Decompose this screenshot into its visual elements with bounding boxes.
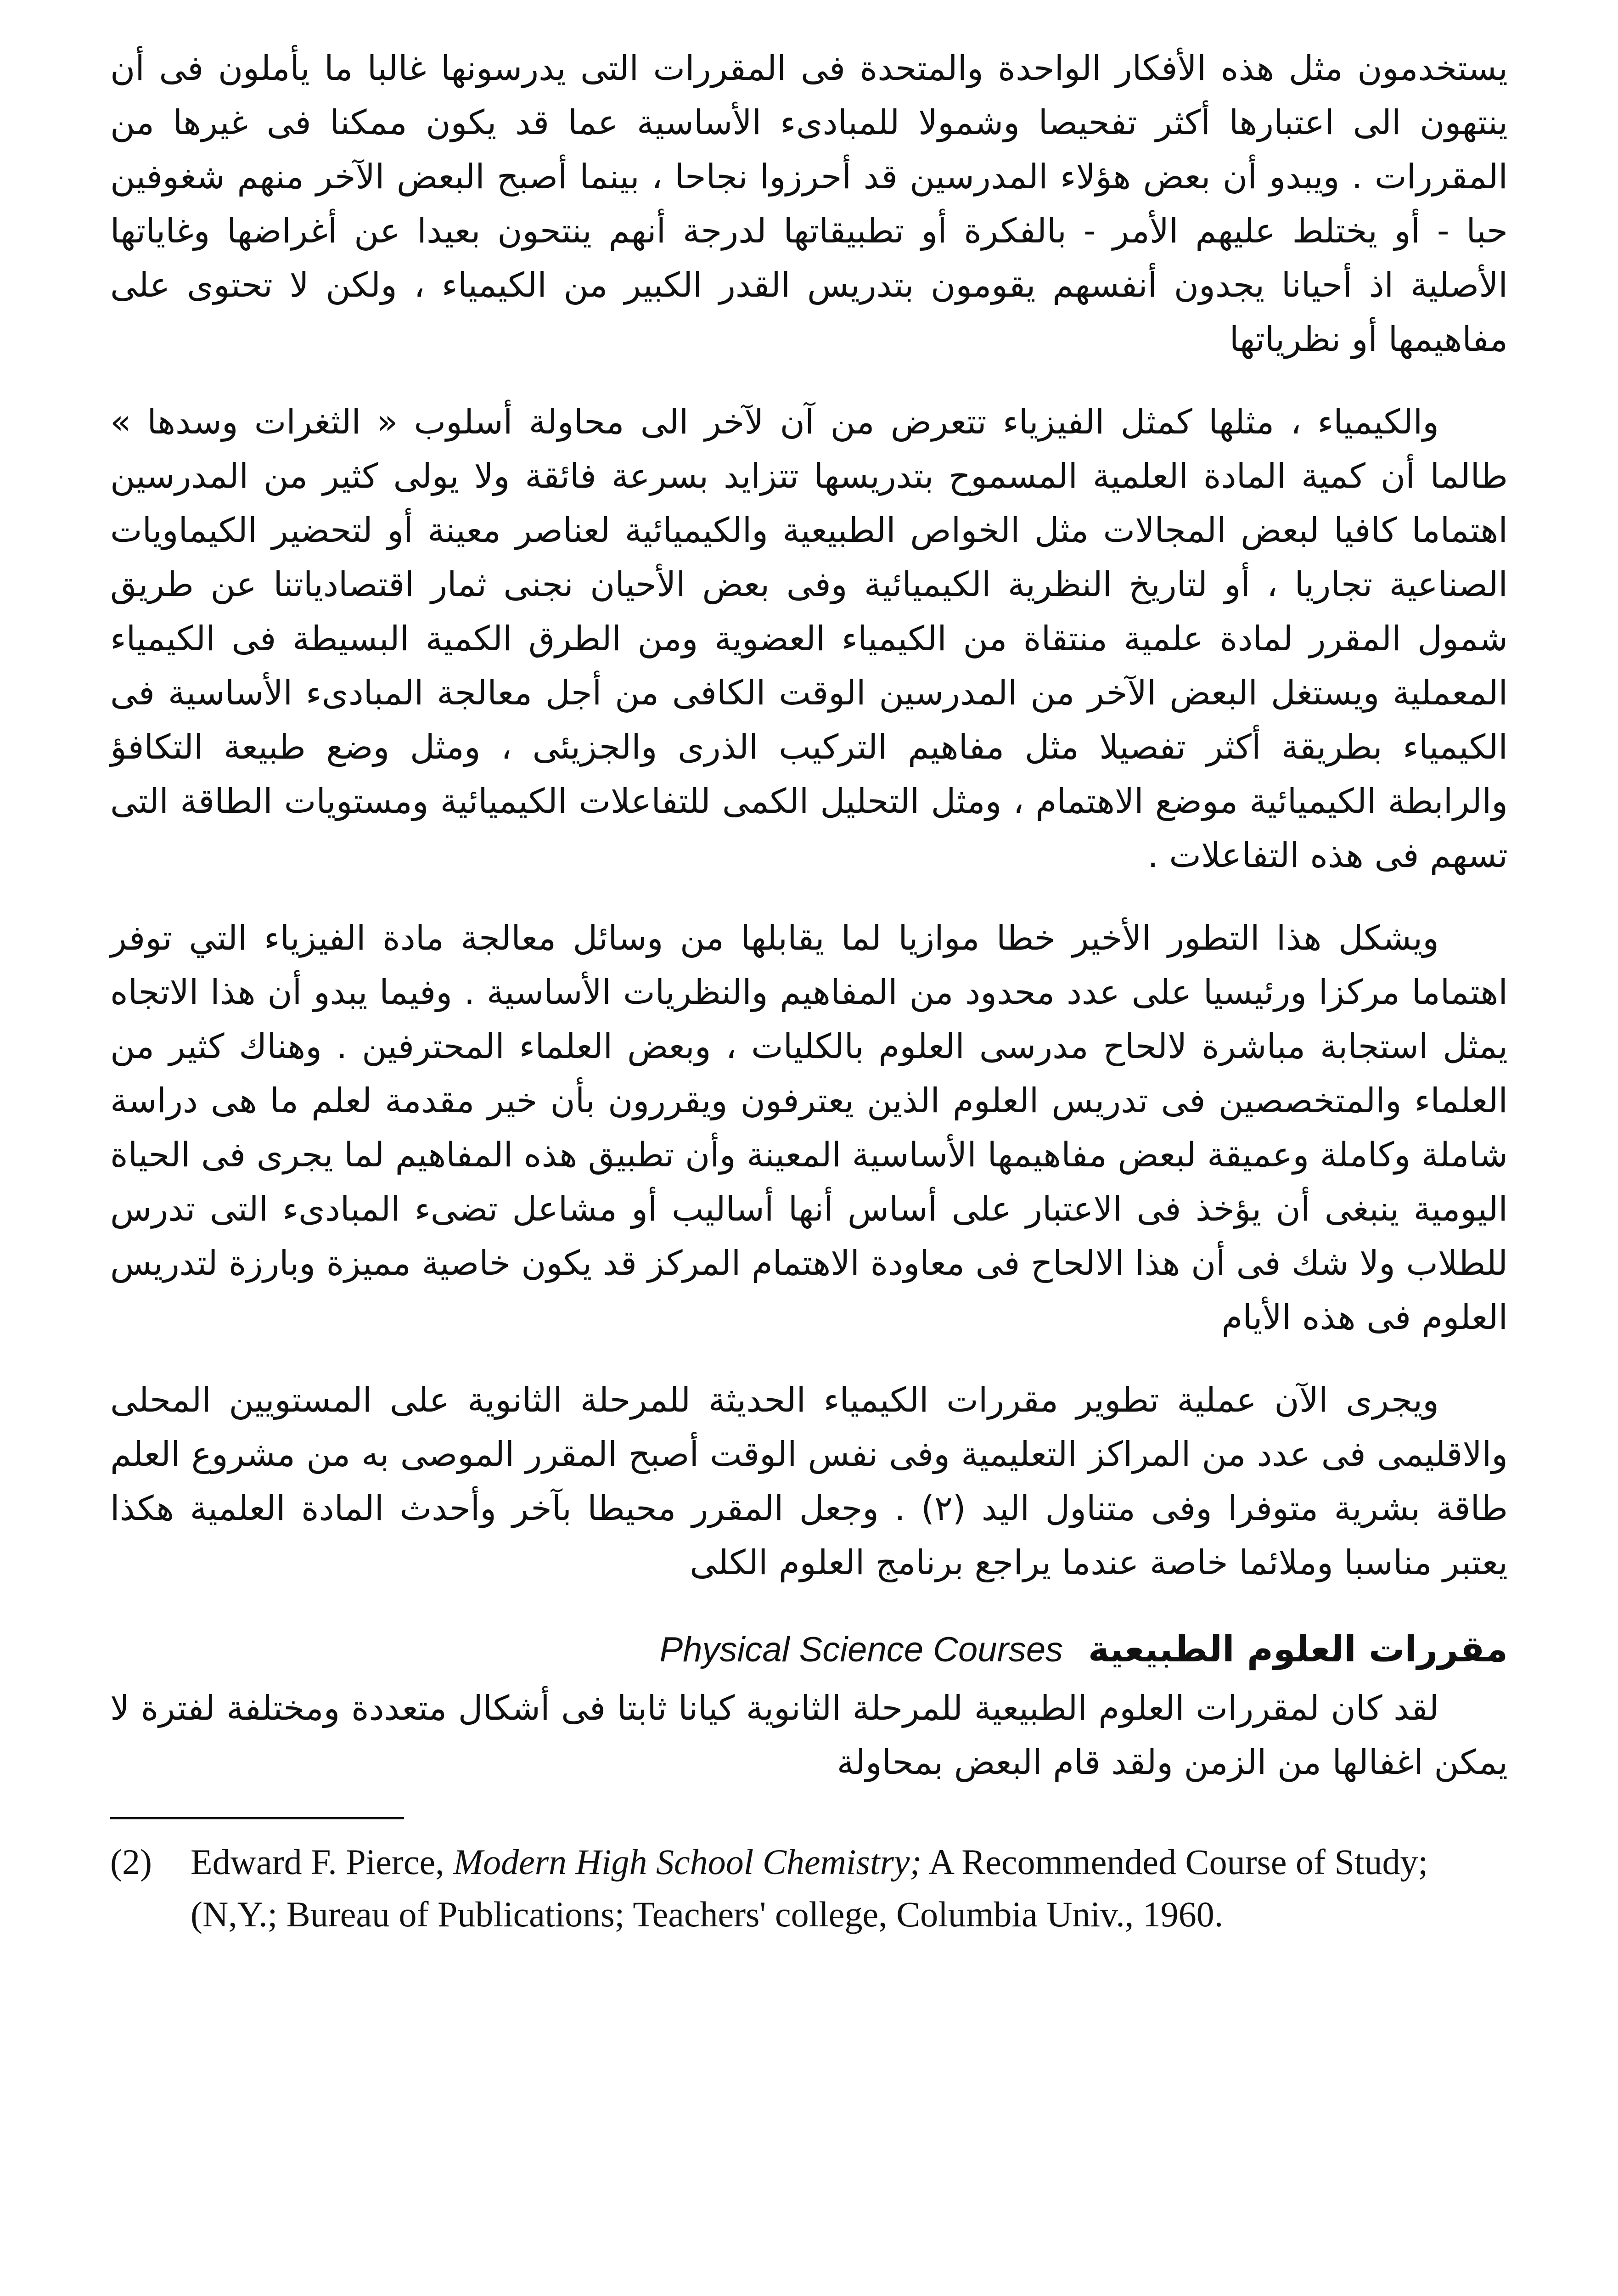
footnote bbox=[110, 1836, 1449, 1941]
section-heading bbox=[110, 1622, 1508, 1677]
section-title-english: Physical Science Courses bbox=[659, 1630, 1063, 1669]
body-paragraph-1: يستخدمون مثل هذه الأفكار الواحدة والمتحدة فى المقررات التى يدرسونها غالبا ما يأملون فى أن ينتهون الى اعتبارها أكثر تفحيصا وشمولا للمبادىء الأساسية عما قد يكون ممكنا فى غيرها من المقررات . ويبدو أن بعض هؤلاء المدرسين قد أحرزوا نجاحا ، بينما أصبح البعض الآخر منهم شغوفين حبا - أو يختلط عليهم الأمر - بالفكرة أو تطبيقاتها لدرجة أنهم ينتحون بعيدا عن أغراضها وغاياتها الأصلية اذ أحيانا يجدون أنفسهم يقومون بتدريس القدر الكبير من الكيمياء ، ولكن لا تحتوى على مفاهيمها أو نظرياتها bbox=[110, 49, 1508, 359]
body-paragraph-4: ويجرى الآن عملية تطوير مقررات الكيمياء الحديثة للمرحلة الثانوية على المستويين المحلى والاقليمى فى عدد من المراكز التعليمية وفى نفس الوقت أصبح المقرر الموصى به من مشروع العلم طاقة بشرية متوفرا وفى متناول اليد (٢) . وجعل المقرر محيطا بآخر وأحدث المادة العلمية هكذا يعتبر مناسبا وملائما خاصة عندما يراجع برنامج العلوم الكلى bbox=[110, 1380, 1508, 1582]
section-title-arabic: مقررات العلوم الطبيعية bbox=[1088, 1629, 1508, 1670]
footnote-book-title: Modern High School Chemistry; bbox=[453, 1842, 922, 1882]
footnote-details: A Recommended Course of Study; (N,Y.; Bureau of Publications; Teachers' college, Columbia Univ., 1960. bbox=[191, 1842, 1428, 1934]
footnote-author: Edward F. Pierce, bbox=[191, 1842, 444, 1882]
section-paragraph: لقد كان لمقررات العلوم الطبيعية للمرحلة الثانوية كيانا ثابتا فى أشكال متعددة ومختلفة لفترة لا يمكن اغفالها من الزمن ولقد قام البعض بمحاولة bbox=[110, 1688, 1508, 1782]
footnote-mark: (2) bbox=[110, 1842, 152, 1882]
body-paragraph-3: ويشكل هذا التطور الأخير خطا موازيا لما يقابلها من وسائل معالجة مادة الفيزياء التي توفر اهتماما مركزا ورئيسيا على عدد محدود من المفاهيم والنظريات الأساسية . وفيما يبدو أن هذا الاتجاه يمثل استجابة مباشرة لالحاح مدرسى العلوم بالكليات ، وبعض العلماء المحترفين . وهناك كثير من العلماء والمتخصصين فى تدريس العلوم الذين يعترفون ويقررون بأن خير مقدمة لعلم ما هى دراسة شاملة وكاملة وعميقة لبعض مفاهيمها الأساسية المعينة وأن تطبيق هذه المفاهيم لما يجرى فى الحياة اليومية ينبغى أن يؤخذ فى الاعتبار على أساس أنها أساليب أو مشاعل تضىء المبادىء التى تدرس للطلاب ولا شك فى أن هذا الالحاح فى معاودة الاهتمام المركز قد يكون خاصية مميزة وبارزة لتدريس العلوم فى هذه الأيام bbox=[110, 918, 1508, 1337]
body-paragraph-2: والكيمياء ، مثلها كمثل الفيزياء تتعرض من آن لآخر الى محاولة أسلوب « الثغرات وسدها » طالما أن كمية المادة العلمية المسموح بتدريسها تتزايد بسرعة فائقة ولا يولى كثير من المدرسين اهتماما كافيا لبعض المجالات مثل الخواص الطبيعية والكيميائية لعناصر معينة أو لتحضير الكيماويات الصناعية تجاريا ، أو لتاريخ النظرية الكيميائية وفى بعض الأحيان نجنى ثمار اقتصادياتنا عن طريق شمول المقرر لمادة علمية منتقاة من الكيمياء العضوية ومن الطرق الكمية البسيطة فى الكيمياء المعملية ويستغل البعض الآخر من المدرسين الوقت الكافى من أجل معالجة المبادىء الأساسية فى الكيمياء بطريقة أكثر تفصيلا مثل مفاهيم التركيب الذرى والجزيئى ، ومثل وضع طبيعة التكافؤ والرابطة الكيميائية موضع الاهتمام ، ومثل التحليل الكمى للتفاعلات الكيميائية ومستويات الطاقة التى تسهم فى هذه التفاعلات . bbox=[110, 402, 1508, 875]
footnote-divider bbox=[110, 1817, 404, 1819]
